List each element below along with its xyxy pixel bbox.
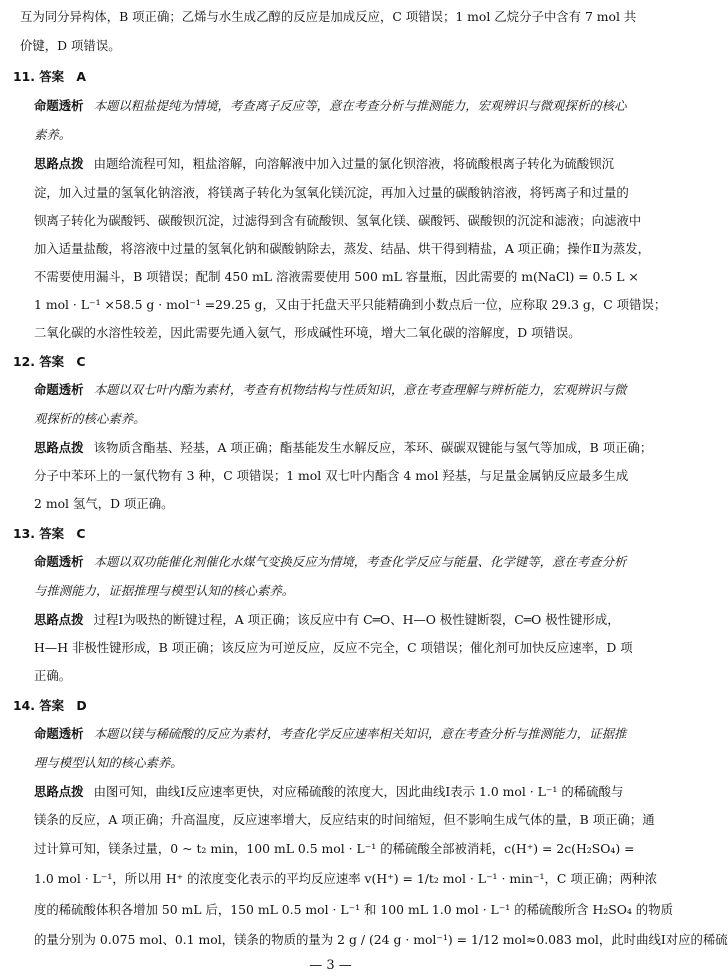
answer-heading: [13, 699, 647, 713]
line-text: 本题以粗盐提纯为情境，考查离子反应等，意在考查分析与推测能力，宏观辨识与微观探析的核心: [93, 99, 627, 113]
line-text: 1 mol · L⁻¹ ×58.5 g · mol⁻¹ =29.25 g，又由于托盘天平只能精确到小数点后一位，应称取 29.3 g，C 项错误；: [34, 297, 667, 312]
text-line: [34, 326, 654, 340]
text-line: [34, 412, 654, 426]
text-line: [34, 214, 654, 228]
answer-heading: [13, 527, 647, 541]
text-line: [34, 932, 728, 947]
line-text: 镁条的反应，A 项正确；升高温度，反应速率增大，反应结束的时间缩短，但不影响生成气体的量，B 项正确；通: [34, 812, 655, 827]
line-text: 过程Ⅰ为吸热的断键过程，A 项正确；该反应中有 C═O、H—O 极性键断裂，C═O 极性键形成，: [93, 612, 620, 627]
text-line: [34, 641, 654, 655]
text-line: [34, 157, 654, 171]
text-line: [34, 270, 654, 284]
page-number: — 3 —: [309, 958, 352, 973]
line-text: 钡离子转化为碳酸钙、碳酸钡沉淀，过滤得到含有硫酸钡、氢氧化镁、碳酸钙、碳酸钡的沉淀和滤液；向滤液中: [34, 213, 642, 228]
text-line: [34, 669, 654, 683]
section-label: 命题透析: [34, 98, 84, 113]
line-text: 的量分别为 0.075 mol、0.1 mol，镁条的物质的量为 2 g / (24 g · mol⁻¹) = 1/12 mol≈0.083 mol，此时曲线Ⅰ对应的稀硫: [34, 932, 728, 947]
section-label: 思路点拨: [34, 156, 84, 171]
text-line: [34, 186, 654, 200]
text-line: [34, 297, 667, 312]
answer-heading: [13, 70, 647, 84]
text-line: [34, 584, 654, 598]
line-text: 观探析的核心素养。: [34, 412, 146, 426]
text-line: [34, 383, 654, 397]
line-text: 1.0 mol · L⁻¹，所以用 H⁺ 的浓度变化表示的平均反应速率 v(H⁺) = 1/t₂ mol · L⁻¹ · min⁻¹，C 项正确；两种浓: [34, 871, 658, 886]
text-line: [34, 99, 654, 113]
text-line: [34, 469, 654, 483]
line-text: 加入适量盐酸，将溶液中过量的氢氧化钠和碳酸钠除去，蒸发、结晶、烘干得到精盐，A 项正确；操作Ⅱ为蒸发，: [34, 241, 651, 256]
line-text: 理与模型认知的核心素养。: [34, 756, 183, 770]
section-label: 命题透析: [34, 382, 84, 397]
line-text: 本题以双七叶内酯为素材，考查有机物结构与性质知识，意在考查理解与辨析能力，宏观辨识与微: [93, 383, 627, 397]
line-text: 13. 答案 C: [13, 526, 86, 541]
text-line: [34, 128, 654, 142]
line-text: 素养。: [34, 128, 72, 142]
line-text: 2 mol 氢气，D 项正确。: [34, 496, 174, 511]
text-line: [20, 10, 654, 24]
line-text: 由题给流程可知，粗盐溶解，向溶解液中加入过量的氯化钡溶液，将硫酸根离子转化为硫酸钡沉: [93, 156, 614, 171]
section-label: 思路点拨: [34, 440, 84, 455]
line-text: 11. 答案 A: [13, 69, 87, 84]
answer-heading: [13, 355, 647, 369]
line-text: 与推测能力，证据推理与模型认知的核心素养。: [34, 584, 295, 598]
section-label: 命题透析: [34, 726, 84, 741]
line-text: 14. 答案 D: [13, 698, 87, 713]
section-label: 思路点拨: [34, 612, 84, 627]
text-line: [34, 902, 673, 917]
text-line: [34, 871, 658, 886]
section-label: 思路点拨: [34, 784, 84, 799]
text-line: [34, 756, 654, 770]
line-text: 本题以双功能催化剂催化水煤气变换反应为情境，考查化学反应与能量、化学键等，意在考查分析: [93, 555, 627, 569]
line-text: 本题以镁与稀硫酸的反应为素材，考查化学反应速率相关知识，意在考查分析与推测能力，证据推: [93, 727, 627, 741]
text-line: [34, 842, 654, 856]
line-text: 正确。: [34, 668, 72, 683]
line-text: 度的稀硫酸体积各增加 50 mL 后，150 mL 0.5 mol · L⁻¹ 和 100 mL 1.0 mol · L⁻¹ 的稀硫酸所含 H₂SO₄ 的物质: [34, 902, 673, 917]
line-text: 分子中苯环上的一氯代物有 3 种，C 项错误；1 mol 双七叶内酯含 4 mol 羟基，与足量金属钠反应最多生成: [34, 468, 629, 483]
line-text: H—H 非极性键形成，B 项正确；该反应为可逆反应，反应不完全，C 项错误；催化剂可加快反应速率，D 项: [34, 640, 633, 655]
line-text: 过计算可知，镁条过量，0 ~ t₂ min，100 mL 0.5 mol · L⁻¹ 的稀硫酸全部被消耗，c(H⁺) = 2c(H₂SO₄) =: [34, 841, 635, 856]
text-line: [34, 785, 654, 799]
text-line: [34, 242, 654, 256]
text-line: [34, 497, 654, 511]
text-line: [34, 613, 654, 627]
line-text: 互为同分异构体，B 项正确；乙烯与水生成乙醇的反应是加成反应，C 项错误；1 mol 乙烷分子中含有 7 mol 共: [20, 9, 637, 24]
text-line: [34, 555, 654, 569]
line-text: 由图可知，曲线Ⅰ反应速率更快，对应稀硫酸的浓度大，因此曲线Ⅰ表示 1.0 mol · L⁻¹ 的稀硫酸与: [93, 784, 624, 799]
line-text: 淀，加入过量的氢氧化钠溶液，将镁离子转化为氢氧化镁沉淀，再加入过量的碳酸钠溶液，将钙离子和过量的: [34, 185, 629, 200]
line-text: 12. 答案 C: [13, 354, 86, 369]
section-label: 命题透析: [34, 554, 84, 569]
line-text: 价键，D 项错误。: [20, 38, 121, 53]
text-line: [34, 727, 654, 741]
line-text: 不需要使用漏斗，B 项错误；配制 450 mL 溶液需要使用 500 mL 容量瓶，因此需要的 m(NaCl) = 0.5 L ×: [34, 269, 639, 284]
text-line: [20, 39, 654, 53]
line-text: 该物质含酯基、羟基，A 项正确；酯基能发生水解反应，苯环、碳碳双键能与氢气等加成，B 项正确；: [93, 440, 653, 455]
text-line: [34, 441, 654, 455]
line-text: 二氧化碳的水溶性较差，因此需要先通入氨气，形成碱性环境，增大二氧化碳的溶解度，D 项错误。: [34, 325, 581, 340]
text-line: [34, 813, 654, 827]
